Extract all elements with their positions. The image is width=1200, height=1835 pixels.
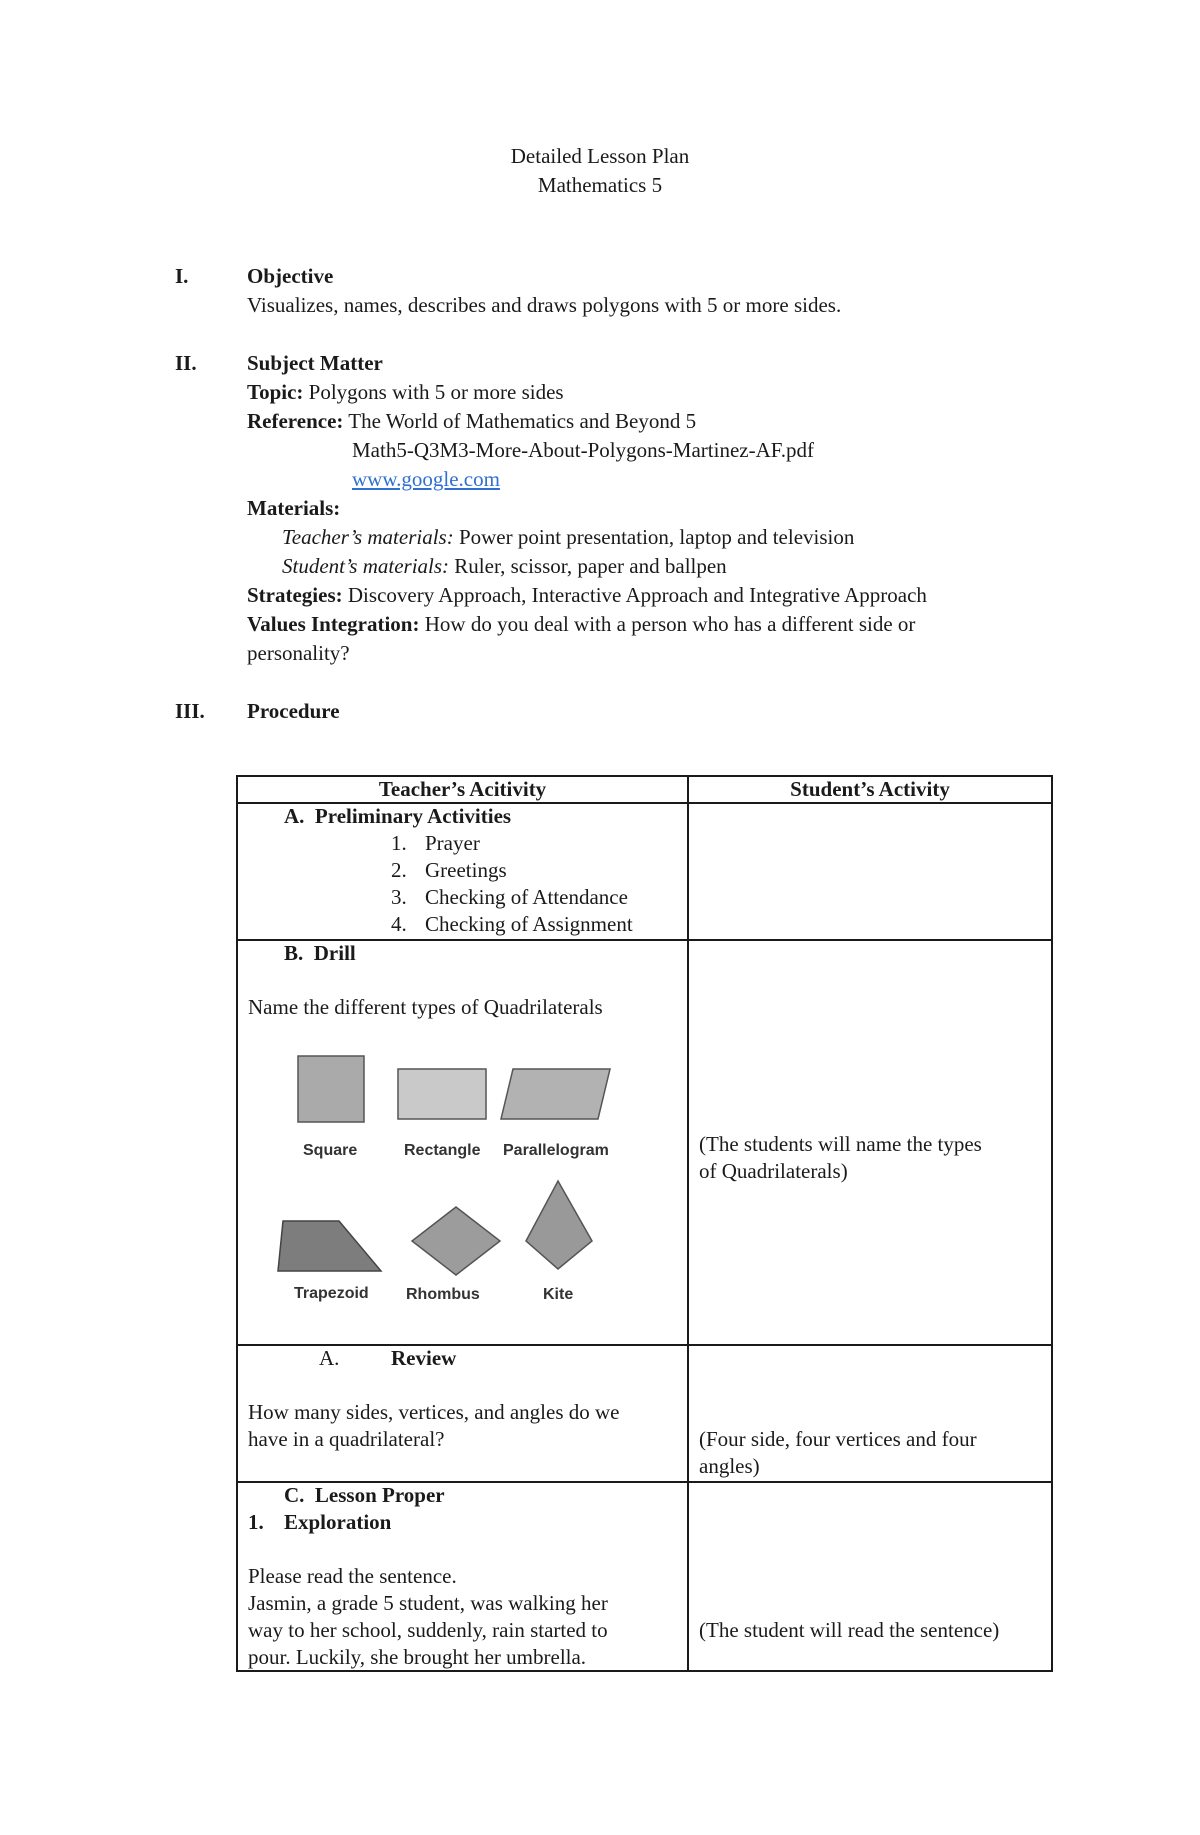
parallelogram-shape (501, 1069, 610, 1119)
objective-numeral: I. (175, 264, 189, 288)
rhombus-shape (412, 1207, 500, 1275)
square-shape (298, 1056, 364, 1122)
topic-label: Topic: (247, 380, 304, 404)
list-item: 3. Checking of Attendance (391, 885, 628, 909)
table-header-row (237, 776, 1052, 803)
table-row-preliminary (237, 803, 1052, 940)
reference-line (247, 407, 696, 436)
subject-matter-numeral: II. (175, 351, 197, 375)
reference-link[interactable]: www.google.com (352, 467, 500, 491)
review-answer-line-1: (Four side, four vertices and four (699, 1427, 977, 1451)
preliminary-letter: A. (284, 804, 305, 828)
table-row-review (237, 1345, 1052, 1482)
objective-heading: Objective (247, 264, 334, 288)
square-label: Square (303, 1142, 358, 1159)
lesson-line-2: Jasmin, a grade 5 student, was walking her (248, 1591, 608, 1615)
table-row-drill (237, 940, 1052, 1345)
review-cell (237, 1345, 688, 1482)
table-row-lesson (237, 1482, 1052, 1671)
subject-matter-heading: Subject Matter (247, 351, 383, 375)
strategies-line (247, 581, 927, 610)
materials-label: Materials: (247, 496, 341, 520)
student-materials-value: Ruler, scissor, paper and ballpen (454, 554, 727, 578)
preliminary-student-cell (688, 803, 1052, 940)
drill-title: Drill (313, 941, 356, 965)
preliminary-title: Preliminary Activities (314, 804, 512, 828)
preliminary-heading (284, 802, 511, 831)
strategies-value: Discovery Approach, Interactive Approach and Integrative Approach (347, 583, 927, 607)
review-answer-line-2: angles) (699, 1454, 760, 1478)
rectangle-label: Rectangle (404, 1142, 481, 1159)
lesson-line-1: Please read the sentence. (248, 1564, 457, 1588)
lesson-student-cell (688, 1482, 1052, 1671)
lesson-heading (284, 1481, 445, 1510)
teacher-materials-value: Power point presentation, laptop and television (458, 525, 855, 549)
values-value-2: personality? (247, 641, 350, 665)
trapezoid-label: Trapezoid (294, 1285, 369, 1302)
col-student-activity: Student’s Activity (688, 776, 1052, 803)
drill-student-line-1: (The students will name the types (699, 1132, 982, 1156)
review-letter: A. (319, 1346, 340, 1370)
preliminary-cell (237, 803, 688, 940)
col-teacher-activity: Teacher’s Acitivity (237, 776, 688, 803)
topic-line (247, 378, 564, 407)
teacher-materials-label: Teacher’s materials: (282, 525, 454, 549)
values-value-1: How do you deal with a person who has a different side or (424, 612, 916, 636)
exploration-title: Exploration (284, 1510, 392, 1534)
rhombus-label: Rhombus (406, 1286, 480, 1303)
lesson-student-text: (The student will read the sentence) (699, 1618, 1000, 1642)
rectangle-shape (398, 1069, 486, 1119)
review-title: Review (391, 1346, 457, 1370)
document-subject: Mathematics 5 (537, 173, 663, 197)
review-student-cell (688, 1345, 1052, 1482)
kite-label: Kite (543, 1286, 574, 1303)
topic-value: Polygons with 5 or more sides (308, 380, 564, 404)
lesson-line-4: pour. Luckily, she brought her umbrella. (248, 1645, 587, 1669)
list-item: 2. Greetings (391, 858, 507, 882)
student-materials-line (282, 552, 727, 581)
document-title: Detailed Lesson Plan (510, 144, 690, 168)
list-item: 1. Prayer (391, 831, 480, 855)
values-line (247, 610, 915, 639)
parallelogram-label: Parallelogram (503, 1142, 609, 1159)
drill-student-cell (688, 940, 1052, 1345)
procedure-numeral: III. (175, 699, 205, 723)
procedure-table (236, 775, 1053, 1672)
drill-letter: B. (284, 941, 304, 965)
objective-text: Visualizes, names, describes and draws polygons with 5 or more sides. (247, 293, 842, 317)
reference-value-1: The World of Mathematics and Beyond 5 (348, 409, 697, 433)
reference-label: Reference: (247, 409, 344, 433)
lesson-title: Lesson Proper (314, 1483, 445, 1507)
review-question-line-1: How many sides, vertices, and angles do we (248, 1400, 620, 1424)
review-question-line-2: have in a quadrilateral? (248, 1427, 445, 1451)
procedure-heading: Procedure (247, 699, 340, 723)
list-item: 4. Checking of Assignment (391, 912, 633, 936)
exploration-num: 1. (248, 1510, 264, 1534)
strategies-label: Strategies: (247, 583, 343, 607)
exploration-heading (248, 1508, 391, 1537)
lesson-line-3: way to her school, suddenly, rain started to (248, 1618, 608, 1642)
kite-shape (526, 1181, 592, 1269)
lesson-letter: C. (284, 1483, 305, 1507)
values-label: Values Integration: (247, 612, 420, 636)
student-materials-label: Student’s materials: (282, 554, 450, 578)
drill-student-line-2: of Quadrilaterals) (699, 1159, 848, 1183)
trapezoid-shape (278, 1221, 381, 1271)
teacher-materials-line (282, 523, 854, 552)
lesson-cell (237, 1482, 688, 1671)
reference-value-2: Math5-Q3M3-More-About-Polygons-Martinez-AF.pdf (352, 438, 814, 462)
drill-instruction: Name the different types of Quadrilaterals (248, 995, 603, 1019)
reference-link-wrap (352, 465, 500, 494)
drill-cell (237, 940, 688, 1345)
